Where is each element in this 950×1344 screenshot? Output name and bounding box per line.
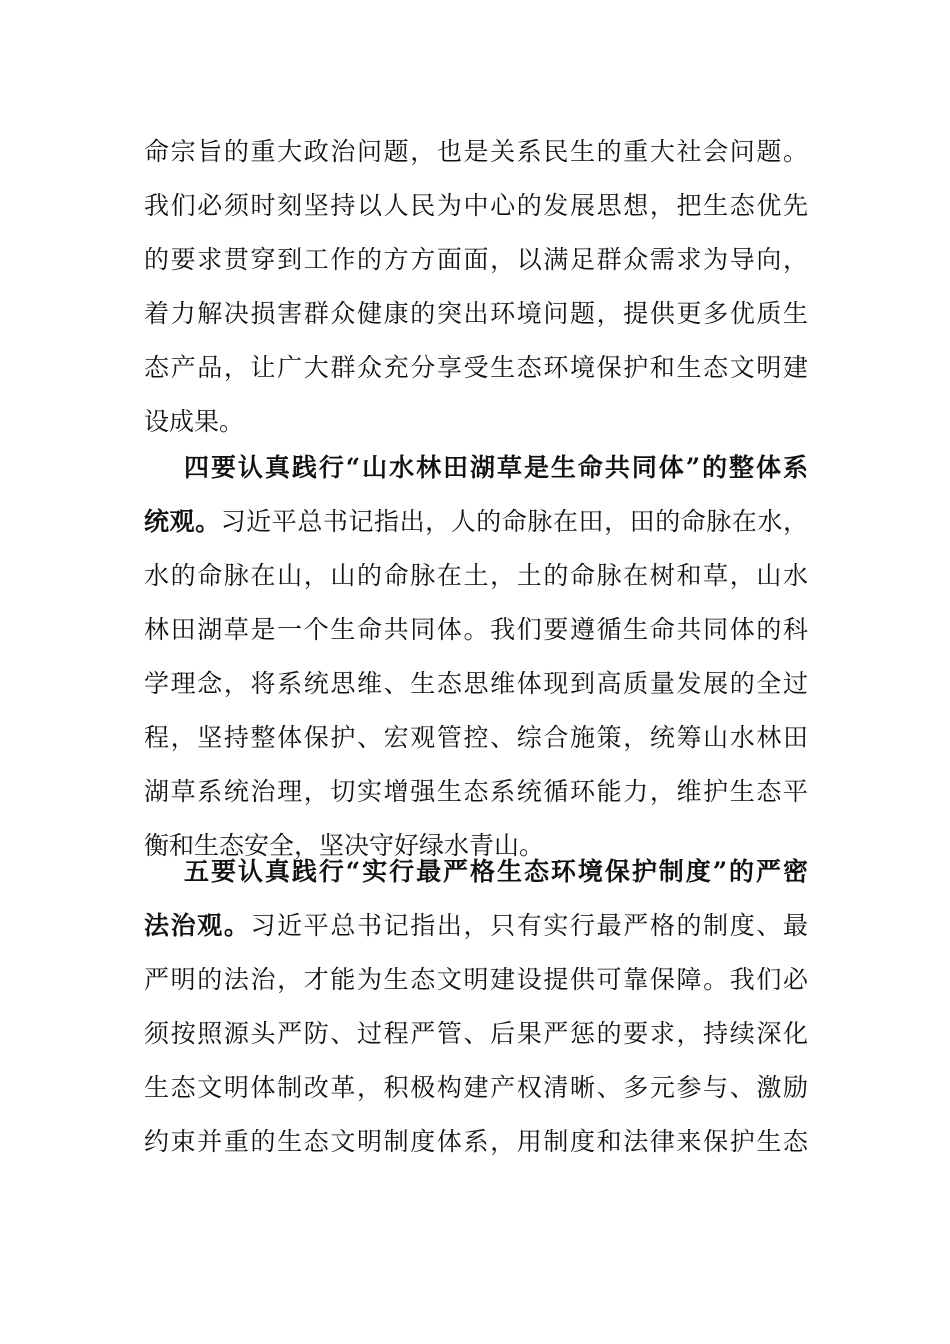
text-line bbox=[144, 899, 808, 953]
text-line: 约束并重的生态文明制度体系，用制度和法律来保护生态 bbox=[144, 1127, 808, 1156]
section-heading: 四要认真践行“山水林田湖草是生命共同体”的整体系 bbox=[184, 453, 808, 482]
text-line: 生态文明体制改革，积极构建产权清晰、多元参与、激励 bbox=[144, 1073, 808, 1102]
paragraph-five bbox=[144, 845, 808, 1169]
text-line: 严明的法治，才能为生态文明建设提供可靠保障。我们必 bbox=[144, 965, 808, 994]
text-line: 设成果。 bbox=[144, 407, 245, 436]
text-line: 水的命脉在山，山的命脉在土，土的命脉在树和草，山水 bbox=[144, 561, 808, 590]
text-line: 程，坚持整体保护、宏观管控、综合施策，统筹山水林田 bbox=[144, 723, 808, 752]
text-line: 我们必须时刻坚持以人民为中心的发展思想，把生态优先 bbox=[144, 191, 808, 220]
text-line: 学理念，将系统思维、生态思维体现到高质量发展的全过 bbox=[144, 669, 808, 698]
section-heading: 五要认真践行“实行最严格生态环境保护制度”的严密 bbox=[184, 857, 808, 886]
paragraph-continuation bbox=[144, 125, 808, 449]
section-body-start: 习近平总书记指出，只有实行最严格的制度、最 bbox=[250, 911, 808, 940]
section-heading-end: 法治观。 bbox=[144, 911, 251, 940]
text-line: 命宗旨的重大政治问题，也是关系民生的重大社会问题。 bbox=[144, 137, 808, 166]
text-line: 林田湖草是一个生命共同体。我们要遵循生命共同体的科 bbox=[144, 615, 808, 644]
section-heading-end: 统观。 bbox=[144, 507, 221, 536]
text-line: 衡和生态安全，坚决守好绿水青山。 bbox=[144, 831, 545, 860]
text-line: 着力解决损害群众健康的突出环境问题，提供更多优质生 bbox=[144, 299, 808, 328]
text-line: 态产品，让广大群众充分享受生态环境保护和生态文明建 bbox=[144, 353, 808, 382]
text-line: 湖草系统治理，切实增强生态系统循环能力，维护生态平 bbox=[144, 777, 808, 806]
section-body-start: 习近平总书记指出，人的命脉在田，田的命脉在水， bbox=[220, 507, 808, 536]
text-line: 须按照源头严防、过程严管、后果严惩的要求，持续深化 bbox=[144, 1019, 808, 1048]
paragraph-four bbox=[144, 441, 808, 873]
text-line bbox=[144, 495, 808, 549]
text-line: 的要求贯穿到工作的方方面面，以满足群众需求为导向， bbox=[144, 245, 808, 274]
